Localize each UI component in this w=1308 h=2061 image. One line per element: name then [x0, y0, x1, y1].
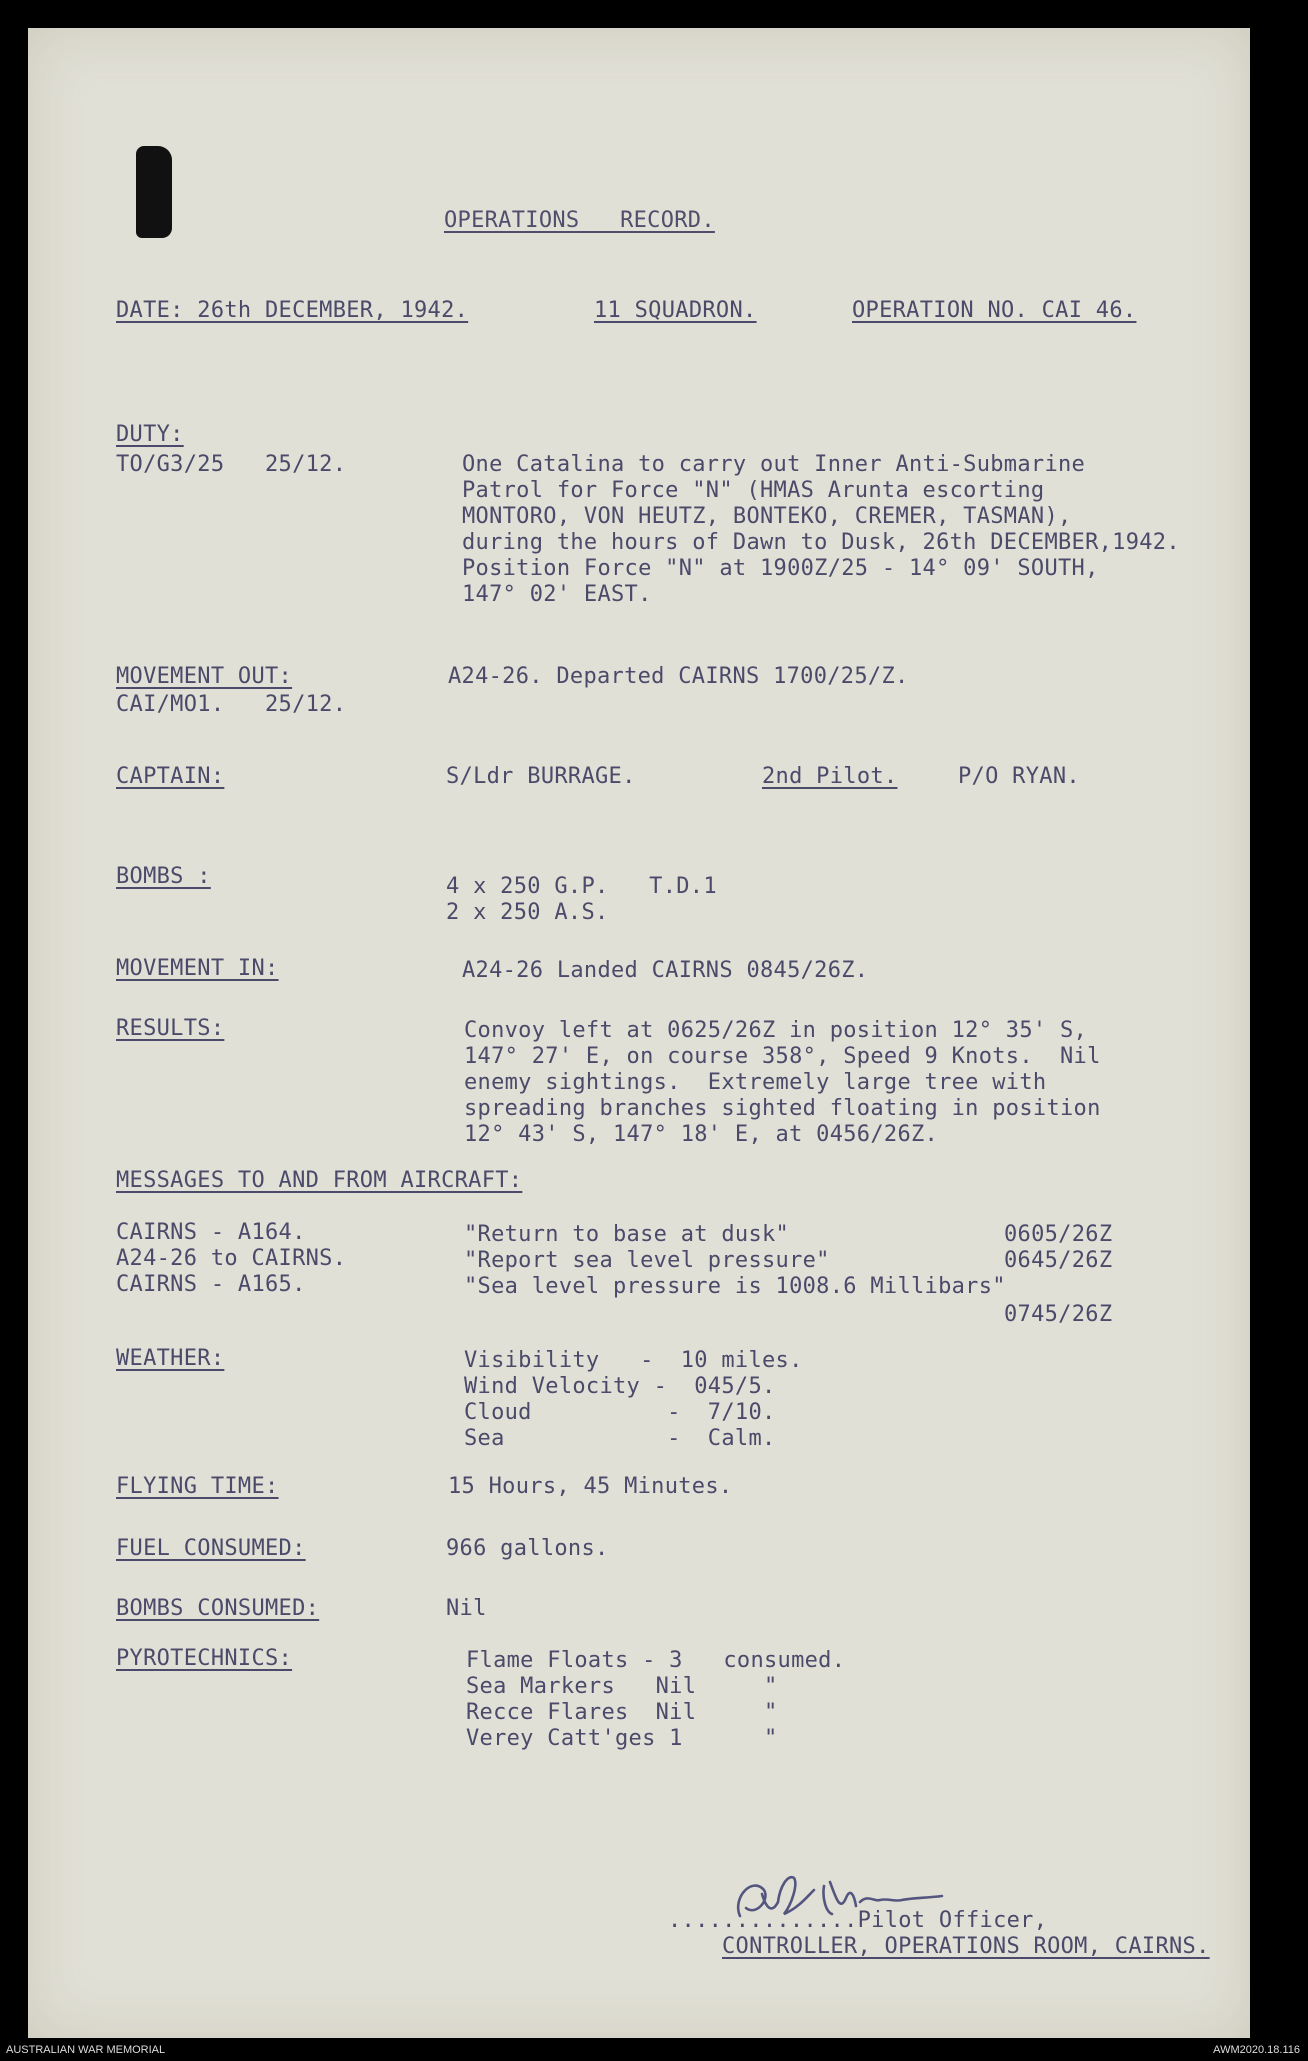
duty-ref: TO/G3/25 25/12.: [116, 452, 347, 477]
signature-line: ..............Pilot Officer,: [668, 1908, 1048, 1933]
message-from: A24-26 to CAIRNS.: [116, 1246, 347, 1271]
pyrotechnics-text: Flame Floats - 3 consumed. Sea Markers Nil " Recce Flares Nil " Verey Catt'ges 1 ": [466, 1648, 846, 1751]
header-operation: OPERATION NO. CAI 46.: [852, 298, 1137, 323]
flying-time-text: 15 Hours, 45 Minutes.: [448, 1474, 733, 1499]
second-pilot-text: P/O RYAN.: [958, 764, 1080, 789]
message-from: CAIRNS - A164.: [116, 1220, 306, 1245]
movement-out-text: A24-26. Departed CAIRNS 1700/25/Z.: [448, 664, 909, 689]
punch-hole: [136, 146, 172, 238]
message-text: "Sea level pressure is 1008.6 Millibars": [464, 1274, 1006, 1299]
bombs-consumed-label: BOMBS CONSUMED:: [116, 1596, 320, 1621]
footer-source: AUSTRALIAN WAR MEMORIAL: [6, 2044, 166, 2056]
header-squadron: 11 SQUADRON.: [594, 298, 757, 323]
results-text: Convoy left at 0625/26Z in position 12° 35' S, 147° 27' E, on course 358°, Speed 9 Knots. Nil enemy sightings. Extremely large tree with spreading branches sighted floating in position 12° 43' S, 147° 18' E, at 0456/26Z.: [464, 1018, 1101, 1147]
fuel-text: 966 gallons.: [446, 1536, 609, 1561]
signature-title: CONTROLLER, OPERATIONS ROOM, CAIRNS.: [722, 1934, 1210, 1959]
movement-in-label: MOVEMENT IN:: [116, 956, 279, 981]
bombs-text: 4 x 250 G.P. T.D.1 2 x 250 A.S.: [446, 874, 717, 925]
bombs-consumed-text: Nil: [446, 1596, 487, 1621]
message-time: 0605/26Z: [1004, 1222, 1113, 1247]
captain-text: S/Ldr BURRAGE.: [446, 764, 636, 789]
flying-time-label: FLYING TIME:: [116, 1474, 279, 1499]
movement-out-ref: CAI/MO1. 25/12.: [116, 692, 347, 717]
header-date: DATE: 26th DECEMBER, 1942.: [116, 298, 469, 323]
message-text: "Return to base at dusk": [464, 1222, 790, 1247]
footer-accession: AWM2020.18.116: [1213, 2044, 1300, 2056]
movement-out-label: MOVEMENT OUT:: [116, 664, 293, 689]
message-from: CAIRNS - A165.: [116, 1272, 306, 1297]
message-time: 0645/26Z: [1004, 1248, 1113, 1273]
duty-label: DUTY:: [116, 422, 184, 447]
weather-text: Visibility - 10 miles. Wind Velocity - 045/5. Cloud - 7/10. Sea - Calm.: [464, 1348, 803, 1451]
page-title: OPERATIONS RECORD.: [444, 208, 715, 233]
message-time: 0745/26Z: [1004, 1302, 1113, 1327]
results-label: RESULTS:: [116, 1016, 225, 1041]
messages-label: MESSAGES TO AND FROM AIRCRAFT:: [116, 1168, 523, 1193]
movement-in-text: A24-26 Landed CAIRNS 0845/26Z.: [462, 958, 869, 983]
weather-label: WEATHER:: [116, 1346, 225, 1371]
captain-label: CAPTAIN:: [116, 764, 225, 789]
bombs-label: BOMBS :: [116, 864, 211, 889]
fuel-label: FUEL CONSUMED:: [116, 1536, 306, 1561]
pyrotechnics-label: PYROTECHNICS:: [116, 1646, 293, 1671]
duty-text: One Catalina to carry out Inner Anti-Submarine Patrol for Force "N" (HMAS Arunta escorting MONTORO, VON HEUTZ, BONTEKO, CREMER, TASMAN), during the hours of Dawn to Dusk, 26th DECEMBER,1942. Position Force "N" at 1900Z/25 - 14° 09' SOUTH, 147° 02' EAST.: [462, 452, 1180, 607]
message-text: "Report sea level pressure": [464, 1248, 830, 1273]
second-pilot-label: 2nd Pilot.: [762, 764, 898, 789]
